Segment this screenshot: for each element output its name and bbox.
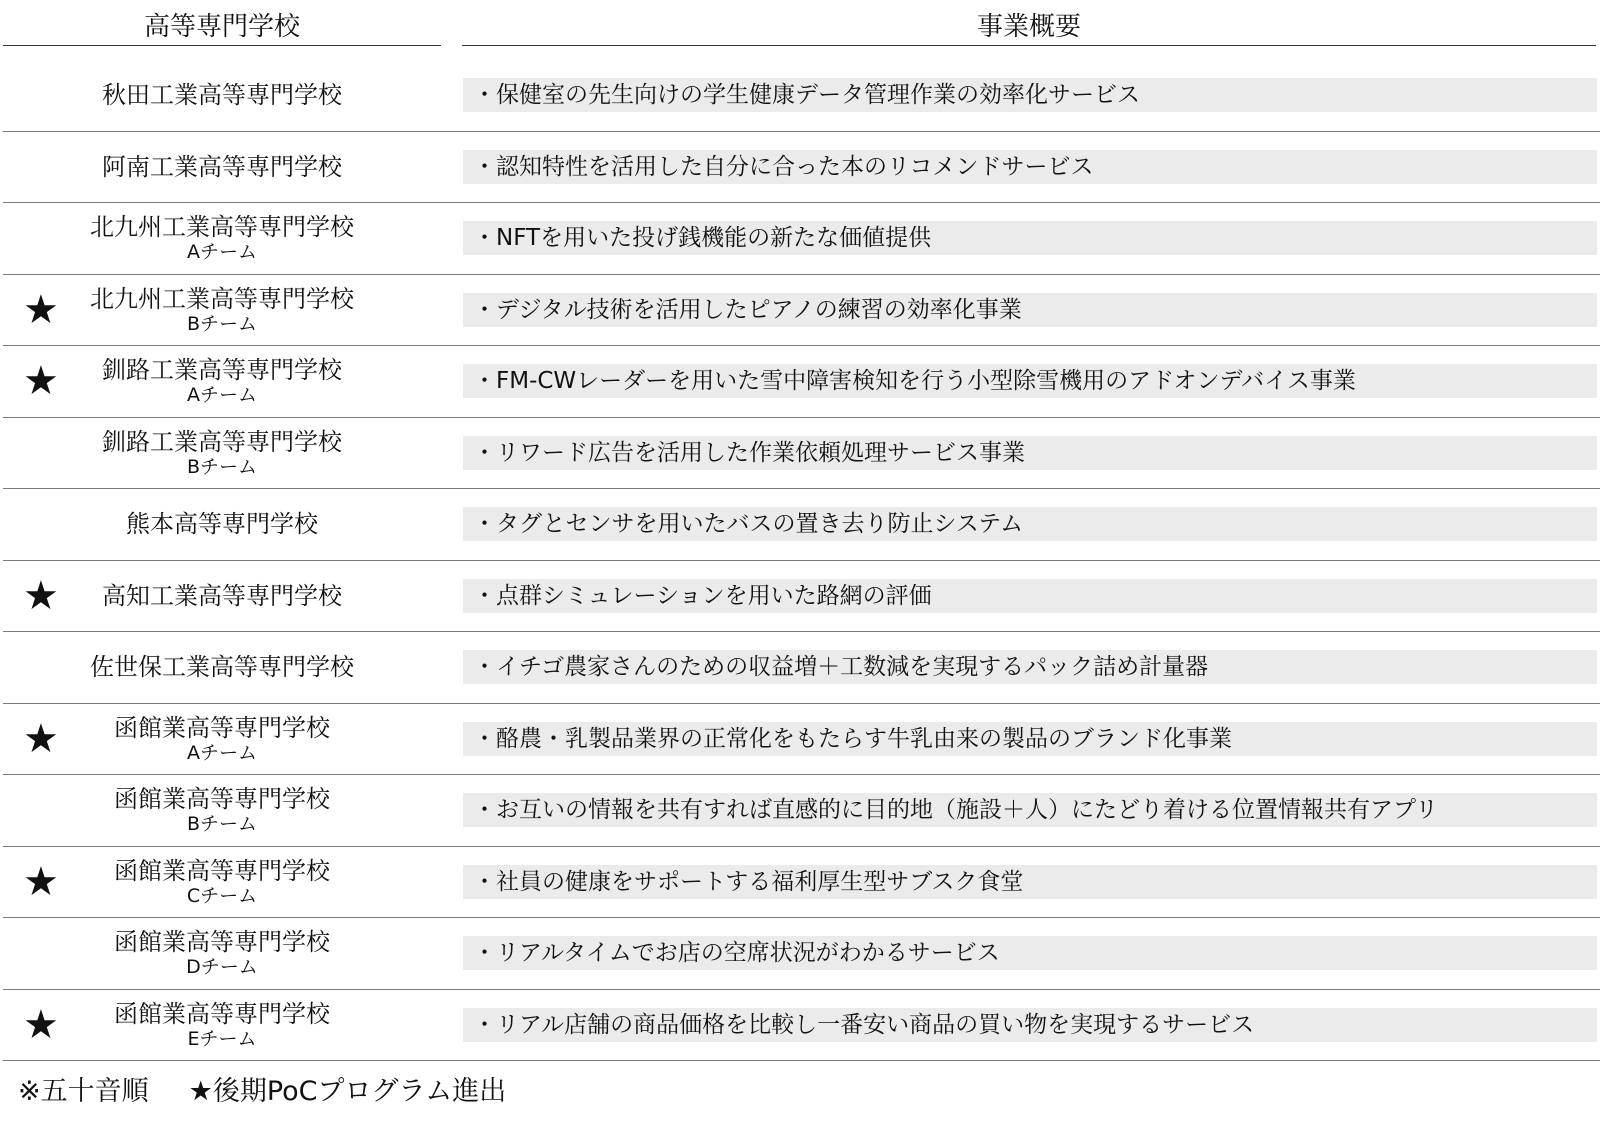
school-cell [3, 418, 441, 489]
team-label: Dチーム [186, 956, 258, 979]
table-row [3, 346, 1600, 418]
star-icon: ★ [23, 286, 59, 333]
summary-cell: ・リアル店舗の商品価格を比較し一番安い商品の買い物を実現するサービス [463, 1008, 1597, 1042]
star-icon: ★ [23, 715, 59, 762]
team-label: Bチーム [186, 813, 258, 836]
summary-cell: ・イチゴ農家さんのための収益増＋工数減を実現するパック詰め計量器 [463, 650, 1597, 684]
summary-cell: ・お互いの情報を共有すれば直感的に目的地（施設＋人）にたどり着ける位置情報共有アプリ [463, 793, 1597, 827]
school-cell [3, 918, 441, 989]
school-name: 函館業高等専門学校 [114, 713, 330, 742]
school-name: 北九州工業高等専門学校 [90, 284, 354, 313]
school-cell [3, 275, 441, 346]
school-cell [3, 561, 441, 632]
school-name: 釧路工業高等専門学校 [102, 427, 342, 456]
school-cell [3, 132, 441, 203]
team-label: Aチーム [187, 741, 257, 764]
column-header-school: 高等専門学校 [3, 8, 441, 46]
school-cell [3, 632, 441, 703]
star-icon: ★ [23, 572, 59, 619]
table-row [3, 132, 1600, 204]
table-row [3, 918, 1600, 990]
school-cell [3, 203, 441, 274]
summary-cell: ・保健室の先生向けの学生健康データ管理作業の効率化サービス [463, 78, 1597, 112]
school-cell [3, 990, 441, 1061]
table-header [0, 0, 1600, 48]
table-row [3, 418, 1600, 490]
star-legend: ★後期PoCプログラム進出 [188, 1076, 507, 1107]
footer-note [18, 1073, 506, 1111]
school-cell [3, 704, 441, 775]
summary-cell: ・FM-CWレーダーを用いた雪中障害検知を行う小型除雪機用のアドオンデバイス事業 [463, 364, 1597, 398]
summary-cell: ・酪農・乳製品業界の正常化をもたらす牛乳由来の製品のブランド化事業 [463, 722, 1597, 756]
table-row [3, 704, 1600, 776]
summary-cell: ・点群シミュレーションを用いた路網の評価 [463, 579, 1597, 613]
school-name: 函館業高等専門学校 [114, 999, 330, 1028]
school-name: 高知工業高等専門学校 [102, 581, 342, 610]
star-icon: ★ [23, 358, 59, 405]
school-name: 釧路工業高等専門学校 [102, 356, 342, 385]
school-name: 函館業高等専門学校 [114, 856, 330, 885]
school-cell [3, 60, 441, 131]
table-row [3, 489, 1600, 561]
school-name: 函館業高等専門学校 [114, 785, 330, 814]
team-label: Bチーム [186, 312, 258, 335]
summary-cell: ・リアルタイムでお店の空席状況がわかるサービス [463, 936, 1597, 970]
school-cell [3, 847, 441, 918]
table-row [3, 847, 1600, 919]
team-label: Eチーム [187, 1027, 257, 1050]
team-label: Aチーム [187, 384, 257, 407]
star-icon: ★ [23, 858, 59, 905]
summary-cell: ・認知特性を活用した自分に合った本のリコメンドサービス [463, 150, 1597, 184]
table-row [3, 203, 1600, 275]
summary-cell: ・デジタル技術を活用したピアノの練習の効率化事業 [463, 293, 1597, 327]
school-cell [3, 489, 441, 560]
team-label: Aチーム [187, 241, 257, 264]
school-table [3, 60, 1600, 1061]
school-cell [3, 775, 441, 846]
summary-cell: ・社員の健康をサポートする福利厚生型サブスク食堂 [463, 865, 1597, 899]
school-name: 北九州工業高等専門学校 [90, 213, 354, 242]
sort-note: ※五十音順 [18, 1076, 149, 1107]
summary-cell: ・タグとセンサを用いたバスの置き去り防止システム [463, 507, 1597, 541]
school-name: 阿南工業高等専門学校 [102, 152, 342, 181]
table-row [3, 275, 1600, 347]
school-name: 熊本高等専門学校 [126, 510, 318, 539]
star-icon: ★ [23, 1001, 59, 1048]
table-row [3, 60, 1600, 132]
school-name: 佐世保工業高等専門学校 [90, 653, 354, 682]
school-cell [3, 346, 441, 417]
summary-cell: ・リワード広告を活用した作業依頼処理サービス事業 [463, 436, 1597, 470]
table-row [3, 990, 1600, 1062]
school-name: 秋田工業高等専門学校 [102, 81, 342, 110]
summary-cell: ・NFTを用いた投げ銭機能の新たな価値提供 [463, 221, 1597, 255]
table-row [3, 632, 1600, 704]
team-label: Cチーム [186, 884, 258, 907]
table-row [3, 775, 1600, 847]
team-label: Bチーム [186, 455, 258, 478]
column-header-summary: 事業概要 [462, 8, 1596, 46]
school-name: 函館業高等専門学校 [114, 928, 330, 957]
table-row [3, 561, 1600, 633]
